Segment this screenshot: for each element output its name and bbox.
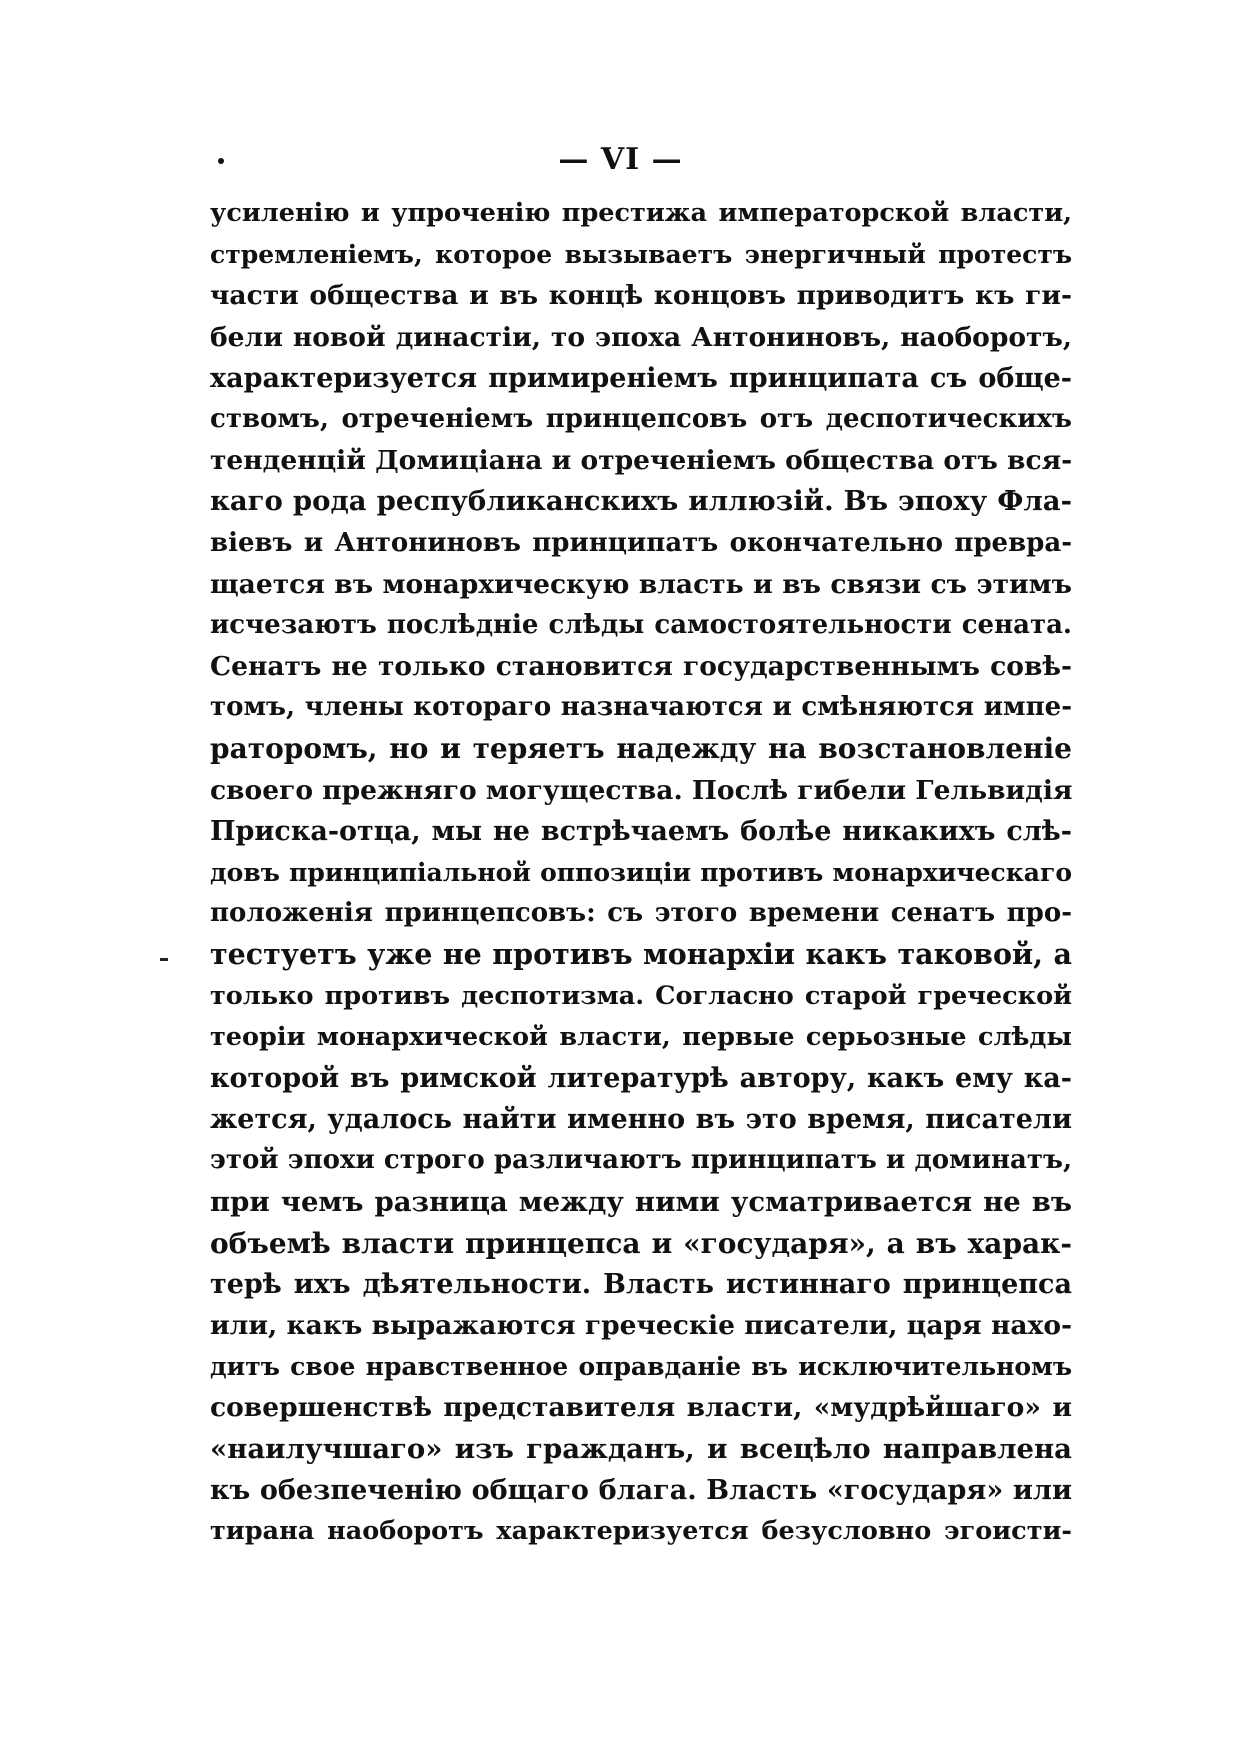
text-line: усиленію и упроченію престижа императорской власти, [210,198,1072,228]
text-line: характеризуется примиреніемъ принципата съ обще- [210,362,1072,394]
body-text [210,193,1072,1552]
text-line: или, какъ выражаются греческіе писатели, царя нахо- [210,1310,1072,1342]
text-line: этой эпохи строго различаютъ принципатъ и доминатъ, [210,1145,1072,1176]
text-line: къ обезпеченію общаго блага. Власть «государя» или [210,1474,1072,1506]
page-number: — VI — [558,142,683,177]
text-line: при чемъ разница между ними усматривается не въ [210,1185,1072,1218]
text-line: томъ, члены котораго назначаются и смѣняются импе- [210,692,1072,723]
text-line: совершенствѣ представителя власти, «мудрѣйшаго» и [210,1392,1072,1424]
text-line: части общества и въ концѣ концовъ приводитъ къ ги- [210,280,1072,312]
page-header [0,140,1241,180]
text-line: віевъ и Антониновъ принципатъ окончательно превра- [210,527,1072,558]
text-line: раторомъ, но и теряетъ надежду на возстановленіе [210,732,1072,766]
text-line: своего прежняго могущества. Послѣ гибели Гельвидія [210,774,1073,806]
text-line: Приска-отца, мы не встрѣчаемъ болѣе никакихъ слѣ- [210,815,1072,847]
text-line: теоріи монархической власти, первые серьозные слѣды [210,1021,1072,1052]
margin-mark [160,958,168,961]
text-line: щается въ монархическую власть и въ связи съ этимъ [210,568,1072,600]
text-line: «наилучшаго» изъ гражданъ, и всецѣло направлена [210,1432,1072,1465]
text-line: жется, удалось найти именно въ это время, писатели [210,1104,1072,1136]
text-line: довъ принципіальной оппозиціи противъ монархическаго [210,858,1072,887]
text-line: стремленіемъ, которое вызываетъ энергичный протестъ [210,240,1072,270]
text-line: положенія принцепсовъ: съ этого времени сенатъ про- [210,898,1072,929]
text-line: каго рода республиканскихъ иллюзій. Въ эпоху Фла- [210,485,1072,518]
text-line: ствомъ, отреченіемъ принцепсовъ отъ деспотическихъ [210,403,1072,434]
text-line: только противъ деспотизма. Согласно старой греческой [210,980,1072,1011]
text-line: объемѣ власти принцепса и «государя», а въ харак- [210,1226,1072,1260]
text-line: Сенатъ не только становится государственнымъ совѣ- [210,651,1072,683]
text-line: тирана наоборотъ характеризуется безусловно эгоисти- [210,1516,1072,1546]
text-line: тенденцій Домиціана и отреченіемъ общества отъ вся- [210,445,1073,477]
text-line: бели новой династіи, то эпоха Антониновъ, наоборотъ, [210,321,1072,353]
text-line: исчезаютъ послѣдніе слѣды самостоятельности сената. [210,609,1072,640]
text-line: тестуетъ уже не противъ монархіи какъ таковой, а [210,937,1072,972]
text-line: дитъ свое нравственное оправданіе въ исключительномъ [210,1352,1072,1382]
text-line: которой въ римской литературѣ автору, какъ ему ка- [210,1062,1072,1094]
text-line: терѣ ихъ дѣятельности. Власть истиннаго принцепса [210,1268,1072,1300]
